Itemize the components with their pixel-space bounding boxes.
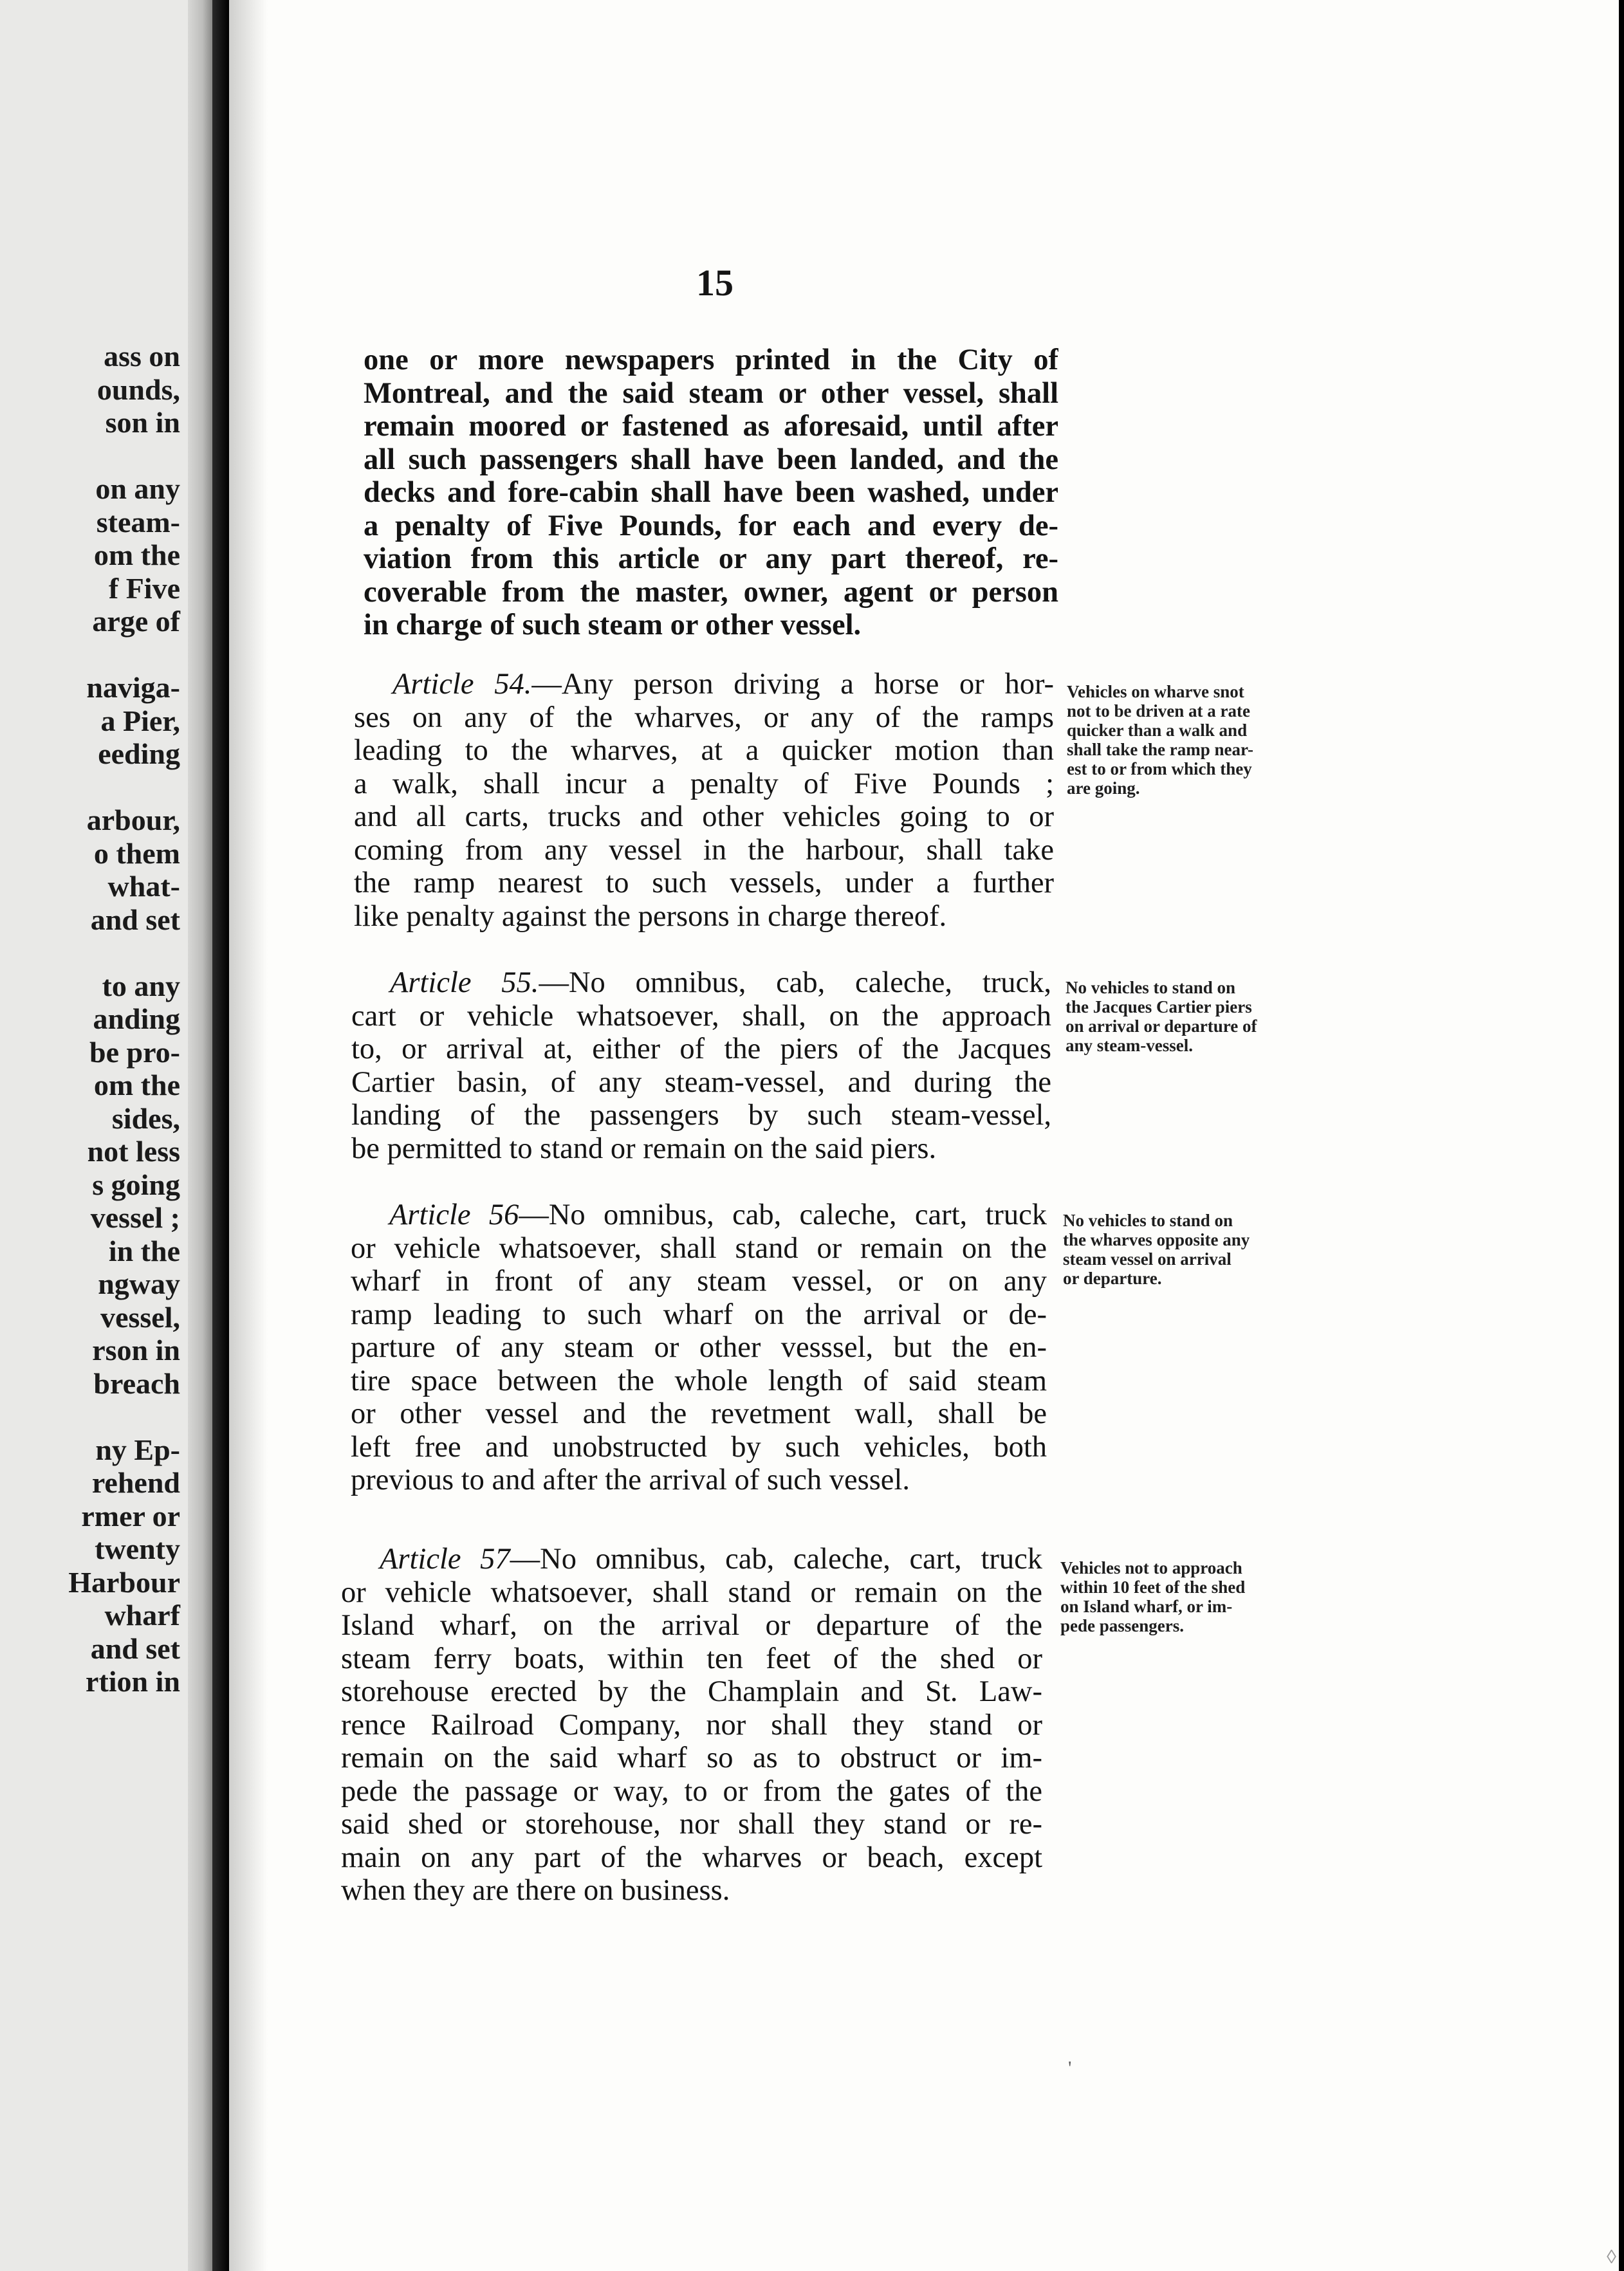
left-page-line: naviga-: [86, 671, 180, 704]
article-54-margin-note: [1067, 682, 1343, 798]
text-line: [351, 1199, 1047, 1232]
left-page-line: not less: [87, 1135, 180, 1168]
page-edge: [1619, 0, 1624, 2271]
left-page-line: wharf: [104, 1599, 180, 1632]
left-page-line: steam-: [96, 505, 180, 538]
margin-note-line: est to or from which they: [1067, 759, 1252, 778]
margin-note-line: within 10 feet of the shed: [1060, 1577, 1246, 1597]
text-line: Cartier basin, of any steam-vessel, and during the: [351, 1065, 1051, 1099]
text-line: in charge of such steam or other vessel.: [364, 609, 862, 641]
margin-note-line: No vehicles to stand on: [1063, 1211, 1233, 1230]
text-line: landing of the passengers by such steam-vessel,: [351, 1099, 1051, 1132]
left-page-line: son in: [105, 406, 180, 439]
text-line: [341, 1543, 1042, 1576]
text-line: remain on the said wharf so as to obstruct or im-: [341, 1742, 1042, 1774]
article-label: Article 56: [389, 1199, 519, 1231]
text-line: to, or arrival at, either of the piers of the Jacques: [351, 1033, 1051, 1065]
left-page-line: rehend: [91, 1466, 180, 1499]
left-page-line: om the: [93, 1069, 180, 1101]
text-line: steam ferry boats, within ten feet of the shed or: [341, 1642, 1042, 1675]
text-line: a penalty of Five Pounds, for each and every de-: [364, 509, 1058, 542]
text-line: coming from any vessel in the harbour, shall take: [354, 833, 1054, 867]
article-first-line-text: —No omnibus, cab, caleche, cart, truck: [510, 1543, 1042, 1576]
left-page-line: vessel,: [100, 1300, 180, 1334]
left-page-line: rtion in: [86, 1665, 180, 1698]
article-57-paragraph: [341, 1543, 1042, 1908]
text-line: or vehicle whatsoever, shall stand or remain on the: [351, 1231, 1047, 1265]
article-first-line-text: —Any person driving a horse or hor-: [531, 668, 1054, 701]
text-line: like penalty against the persons in charge thereof.: [354, 899, 947, 933]
margin-note-line: pede passengers.: [1060, 1616, 1185, 1635]
text-line: rence Railroad Company, nor shall they stand or: [341, 1708, 1042, 1742]
article-first-line-text: —No omnibus, cab, caleche, truck,: [539, 966, 1051, 999]
text-line: wharf in front of any steam vessel, or on any: [351, 1265, 1047, 1298]
page-gutter-shadow: [188, 0, 212, 2271]
article-label: Article 55.: [390, 966, 539, 999]
left-page-line: be pro-: [89, 1035, 180, 1069]
left-page-line: eeding: [98, 737, 180, 770]
page-number: 15: [696, 262, 734, 304]
text-line: when they are there on business.: [341, 1874, 730, 1907]
left-page-fragment: [0, 0, 212, 2271]
text-line: [351, 966, 1051, 1000]
text-line: previous to and after the arrival of such vessel.: [351, 1464, 910, 1496]
text-line: Island wharf, on the arrival or departure of the: [341, 1609, 1042, 1642]
text-line: or vehicle whatsoever, shall stand or remain on the: [341, 1576, 1042, 1609]
continuation-paragraph: [364, 344, 1058, 642]
margin-note-line: No vehicles to stand on: [1066, 978, 1236, 997]
left-page-line: in the: [108, 1234, 180, 1267]
text-line: coverable from the master, owner, agent or person: [364, 575, 1058, 609]
article-first-line-text: —No omnibus, cab, caleche, cart, truck: [519, 1199, 1047, 1231]
text-line: cart or vehicle whatsoever, shall, on the approach: [351, 999, 1051, 1033]
article-54-paragraph: [354, 668, 1054, 933]
left-page-line: o them: [93, 836, 180, 870]
margin-note-line: Vehicles not to approach: [1060, 1558, 1242, 1577]
text-line: pede the passage or way, to or from the gates of the: [341, 1774, 1042, 1808]
margin-note-line: the Jacques Cartier piers: [1066, 997, 1252, 1016]
article-56-margin-note: [1063, 1211, 1340, 1288]
left-page-line: to any: [102, 969, 180, 1002]
left-page-line: om the: [93, 538, 180, 571]
article-56-paragraph: [351, 1199, 1047, 1497]
margin-note-line: or departure.: [1063, 1269, 1162, 1288]
margin-note-line: quicker than a walk and: [1067, 721, 1248, 740]
margin-note-line: any steam-vessel.: [1066, 1036, 1193, 1055]
text-line: one or more newspapers printed in the City of: [364, 344, 1058, 376]
text-line: or other vessel and the revetment wall, shall be: [351, 1397, 1047, 1430]
text-line: all such passengers shall have been landed, and the: [364, 443, 1058, 476]
left-page-line: arge of: [92, 605, 180, 638]
article-55-margin-note: [1066, 978, 1342, 1055]
left-page-line: s going: [92, 1168, 180, 1201]
text-line: parture of any steam or other vesssel, but the en-: [351, 1331, 1047, 1364]
left-page-line: f Five: [108, 571, 180, 605]
left-page-line: rson in: [92, 1334, 180, 1366]
left-page-line: ounds,: [97, 372, 180, 406]
left-page-line: arbour,: [86, 804, 180, 836]
text-line: be permitted to stand or remain on the said piers.: [351, 1132, 937, 1165]
left-page-line: breach: [93, 1366, 180, 1400]
left-page-line: and set: [90, 1632, 180, 1665]
left-page-line: Harbour: [68, 1565, 180, 1599]
article-label: Article 57: [380, 1543, 510, 1576]
text-line: the ramp nearest to such vessels, under a further: [354, 867, 1054, 899]
left-page-line: vessel ;: [90, 1201, 180, 1234]
text-line: remain moored or fastened as aforesaid, until after: [364, 410, 1058, 443]
margin-note-line: Vehicles on wharve snot: [1067, 682, 1244, 701]
margin-note-line: are going.: [1067, 778, 1140, 798]
left-page-line: ny Ep-: [95, 1433, 180, 1466]
article-label: Article 54.: [392, 668, 532, 701]
left-page-line: ngway: [98, 1267, 180, 1300]
margin-note-line: shall take the ramp near-: [1067, 740, 1253, 759]
text-line: ramp leading to such wharf on the arrival or de-: [351, 1298, 1047, 1331]
text-line: decks and fore-cabin shall have been washed, under: [364, 476, 1058, 509]
margin-note-line: on arrival or departure of: [1066, 1016, 1257, 1036]
left-page-line: on any: [95, 472, 180, 505]
left-page-line: what-: [107, 870, 180, 903]
left-page-line: ass on: [104, 340, 180, 372]
text-line: ses on any of the wharves, or any of the ramps: [354, 701, 1054, 734]
text-line: a walk, shall incur a penalty of Five Pounds ;: [354, 767, 1054, 800]
left-page-line: twenty: [95, 1532, 180, 1565]
margin-note-line: not to be driven at a rate: [1067, 701, 1250, 721]
page-curve-shade: [229, 0, 268, 2271]
left-page-line: and set: [90, 903, 180, 936]
text-line: viation from this article or any part thereof, re-: [364, 542, 1058, 575]
text-line: tire space between the whole length of said steam: [351, 1364, 1047, 1397]
text-line: Montreal, and the said steam or other vessel, shall: [364, 376, 1058, 410]
scan-corner-mark: ◊: [1607, 2247, 1616, 2268]
book-fold: [212, 0, 229, 2271]
left-page-line: rmer or: [81, 1499, 180, 1532]
margin-note-line: the wharves opposite any: [1063, 1230, 1250, 1249]
left-page-line: anding: [93, 1002, 180, 1035]
article-55-paragraph: [351, 966, 1051, 1165]
margin-note-line: steam vessel on arrival: [1063, 1249, 1232, 1269]
text-line: storehouse erected by the Champlain and St. Law-: [341, 1675, 1042, 1708]
text-line: [354, 668, 1054, 701]
margin-note-line: on Island wharf, or im-: [1060, 1597, 1233, 1616]
stray-ink-mark: ': [1068, 2057, 1072, 2079]
text-line: said shed or storehouse, nor shall they stand or re-: [341, 1808, 1042, 1841]
text-line: and all carts, trucks and other vehicles going to or: [354, 800, 1054, 833]
text-line: main on any part of the wharves or beach, except: [341, 1841, 1042, 1874]
text-line: left free and unobstructed by such vehicles, both: [351, 1430, 1047, 1464]
article-57-margin-note: [1060, 1558, 1337, 1635]
text-line: leading to the wharves, at a quicker motion than: [354, 734, 1054, 767]
left-page-line: sides,: [111, 1101, 180, 1135]
left-page-line: a Pier,: [100, 704, 180, 737]
